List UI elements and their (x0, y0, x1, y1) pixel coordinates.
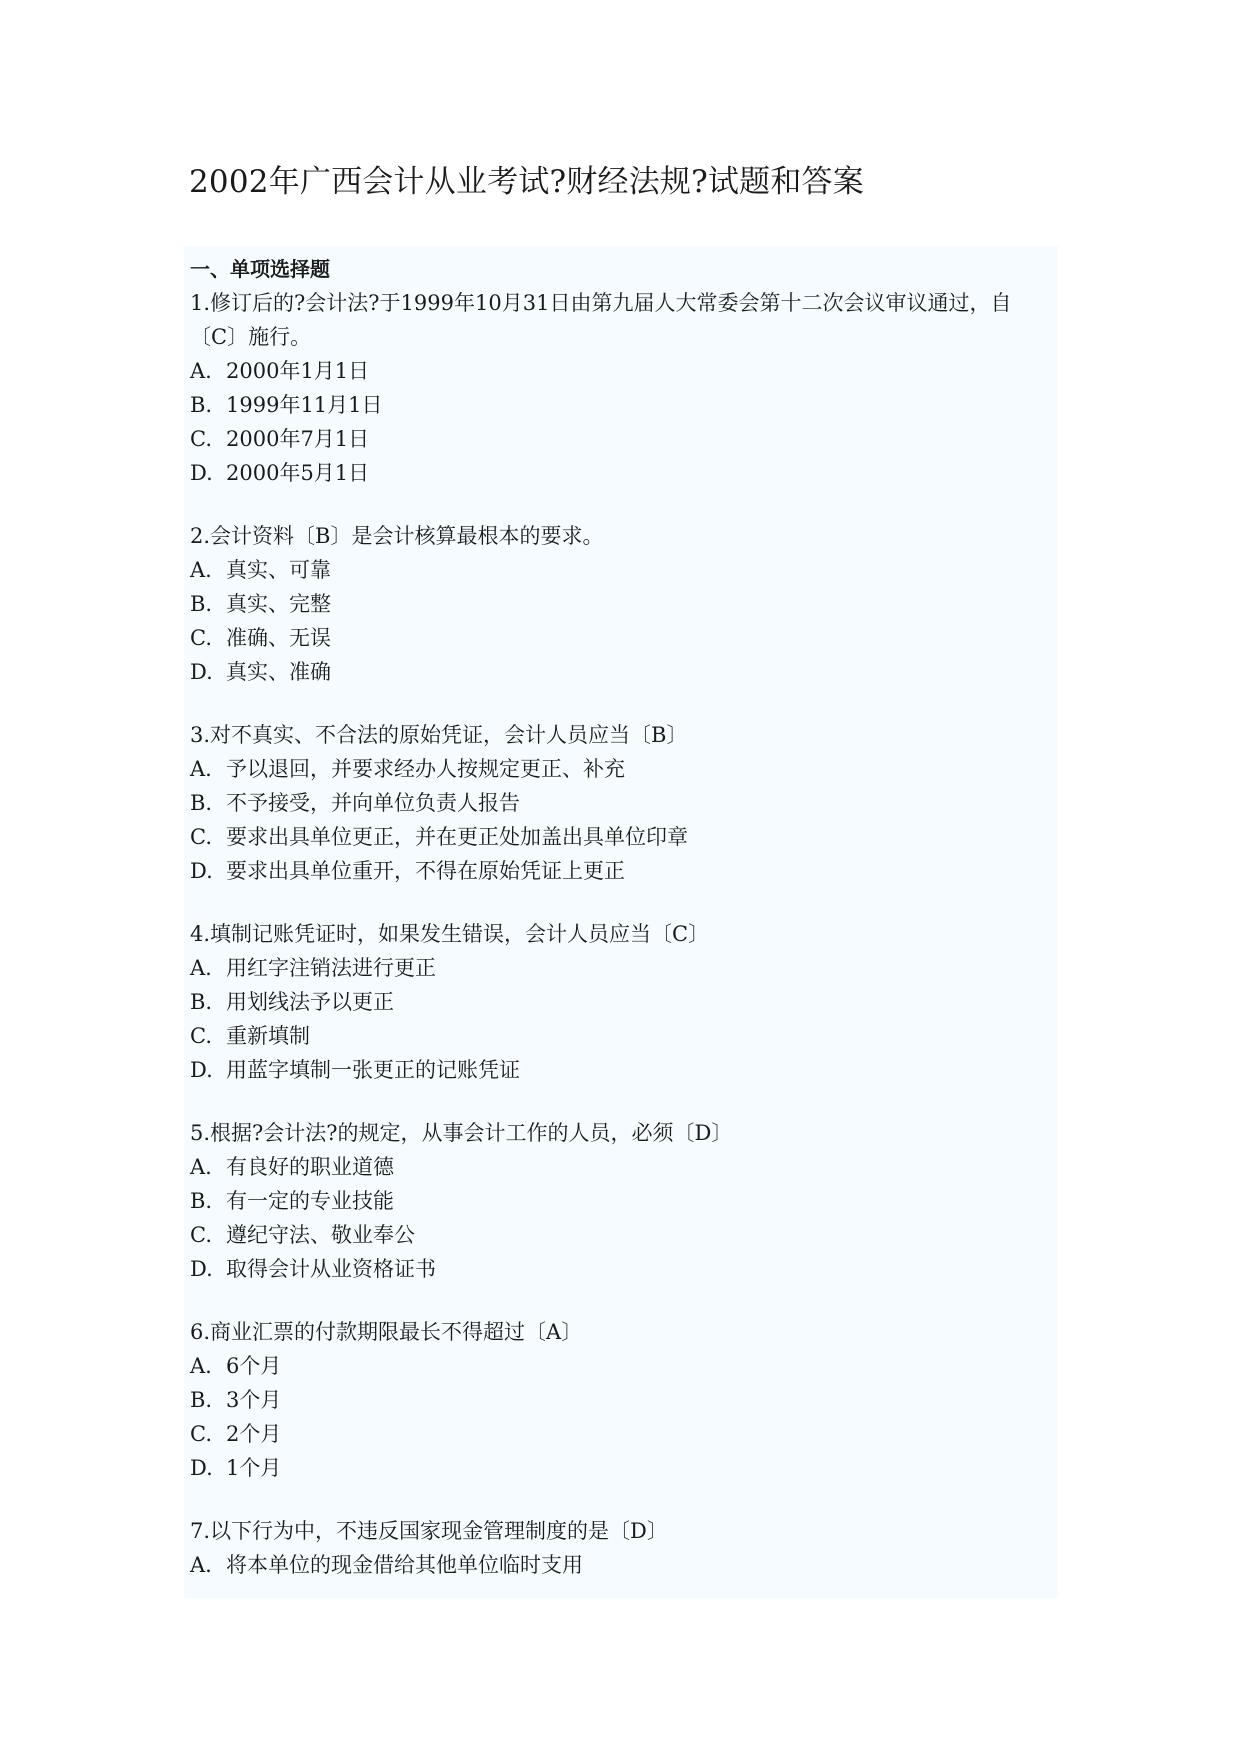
answer-option (190, 655, 1058, 689)
option-text: 将本单位的现金借给其他单位临时支用 (226, 1553, 583, 1577)
option-text: 真实、可靠 (226, 558, 331, 582)
answer-option (190, 1150, 1058, 1184)
answer-option (190, 786, 1058, 820)
question-item (190, 1514, 1058, 1582)
answer-option (190, 1184, 1058, 1218)
option-letter: A. (190, 359, 212, 383)
option-text: 2个月 (226, 1422, 282, 1446)
option-text: 取得会计从业资格证书 (226, 1257, 436, 1281)
option-letter: B. (190, 393, 213, 417)
answer-option (190, 553, 1058, 587)
answer-option (190, 752, 1058, 786)
option-letter: D. (190, 660, 213, 684)
question-text: 4.填制记账凭证时，如果发生错误，会计人员应当〔C〕 (190, 922, 710, 946)
question-item (190, 286, 1058, 490)
option-text: 6个月 (226, 1354, 282, 1378)
question-item (190, 519, 1058, 689)
option-text: 真实、准确 (226, 660, 331, 684)
answer-option (190, 1451, 1058, 1485)
option-text: 1999年11月1日 (226, 393, 383, 417)
question-item (190, 1315, 1058, 1485)
option-letter: D. (190, 1257, 213, 1281)
option-text: 有良好的职业道德 (226, 1155, 394, 1179)
option-text: 2000年7月1日 (226, 427, 370, 451)
option-letter: A. (190, 558, 212, 582)
option-text: 准确、无误 (226, 626, 331, 650)
answer-option (190, 388, 1058, 422)
option-letter: A. (190, 757, 212, 781)
option-letter: B. (190, 592, 213, 616)
option-text: 真实、完整 (226, 592, 331, 616)
question-text: 7.以下行为中，不违反国家现金管理制度的是〔D〕 (190, 1519, 668, 1543)
question-text: 1.修订后的?会计法?于1999年10月31日由第九届人大常委会第十二次会议审议通过，自〔C〕施行。 (190, 291, 1012, 349)
option-letter: B. (190, 791, 213, 815)
option-text: 2000年5月1日 (226, 461, 370, 485)
option-letter: C. (190, 1422, 212, 1446)
answer-option (190, 1548, 1058, 1582)
answer-option (190, 854, 1058, 888)
answer-option (190, 354, 1058, 388)
option-letter: A. (190, 1354, 212, 1378)
answer-option (190, 1019, 1058, 1053)
question-text: 5.根据?会计法?的规定，从事会计工作的人员，必须〔D〕 (190, 1121, 733, 1145)
option-text: 重新填制 (226, 1024, 310, 1048)
question-block (184, 246, 1058, 1598)
option-text: 2000年1月1日 (226, 359, 370, 383)
option-letter: D. (190, 1456, 213, 1480)
option-text: 有一定的专业技能 (226, 1189, 394, 1213)
answer-option (190, 456, 1058, 490)
section-heading: 一、单项选择题 (190, 257, 330, 281)
option-letter: B. (190, 1388, 213, 1412)
option-letter: D. (190, 1058, 213, 1082)
answer-option (190, 587, 1058, 621)
answer-option (190, 1349, 1058, 1383)
option-letter: A. (190, 956, 212, 980)
option-letter: C. (190, 825, 212, 849)
option-letter: D. (190, 859, 213, 883)
option-letter: D. (190, 461, 213, 485)
option-text: 用蓝字填制一张更正的记账凭证 (226, 1058, 520, 1082)
option-letter: A. (190, 1553, 212, 1577)
answer-option (190, 422, 1058, 456)
option-letter: C. (190, 1223, 212, 1247)
option-letter: B. (190, 990, 213, 1014)
answer-option (190, 621, 1058, 655)
question-text: 2.会计资料〔B〕是会计核算最根本的要求。 (190, 524, 604, 548)
document-title: 2002年广西会计从业考试?财经法规?试题和答案 (189, 164, 864, 200)
question-list (190, 286, 1058, 1582)
answer-option (190, 1383, 1058, 1417)
option-letter: C. (190, 427, 212, 451)
option-text: 不予接受，并向单位负责人报告 (226, 791, 520, 815)
answer-option (190, 1252, 1058, 1286)
option-letter: C. (190, 1024, 212, 1048)
option-text: 1个月 (226, 1456, 282, 1480)
answer-option (190, 1417, 1058, 1451)
answer-option (190, 985, 1058, 1019)
question-text: 3.对不真实、不合法的原始凭证，会计人员应当〔B〕 (190, 723, 688, 747)
option-text: 用红字注销法进行更正 (226, 956, 436, 980)
option-text: 要求出具单位重开，不得在原始凭证上更正 (226, 859, 625, 883)
question-item (190, 917, 1058, 1087)
answer-option (190, 1053, 1058, 1087)
question-item (190, 1116, 1058, 1286)
option-text: 用划线法予以更正 (226, 990, 394, 1014)
option-letter: B. (190, 1189, 213, 1213)
answer-option (190, 951, 1058, 985)
option-text: 予以退回，并要求经办人按规定更正、补充 (226, 757, 625, 781)
option-text: 要求出具单位更正，并在更正处加盖出具单位印章 (226, 825, 688, 849)
option-text: 遵纪守法、敬业奉公 (226, 1223, 415, 1247)
question-text: 6.商业汇票的付款期限最长不得超过〔A〕 (190, 1320, 583, 1344)
answer-option (190, 820, 1058, 854)
option-text: 3个月 (226, 1388, 282, 1412)
question-item (190, 718, 1058, 888)
option-letter: A. (190, 1155, 212, 1179)
option-letter: C. (190, 626, 212, 650)
answer-option (190, 1218, 1058, 1252)
